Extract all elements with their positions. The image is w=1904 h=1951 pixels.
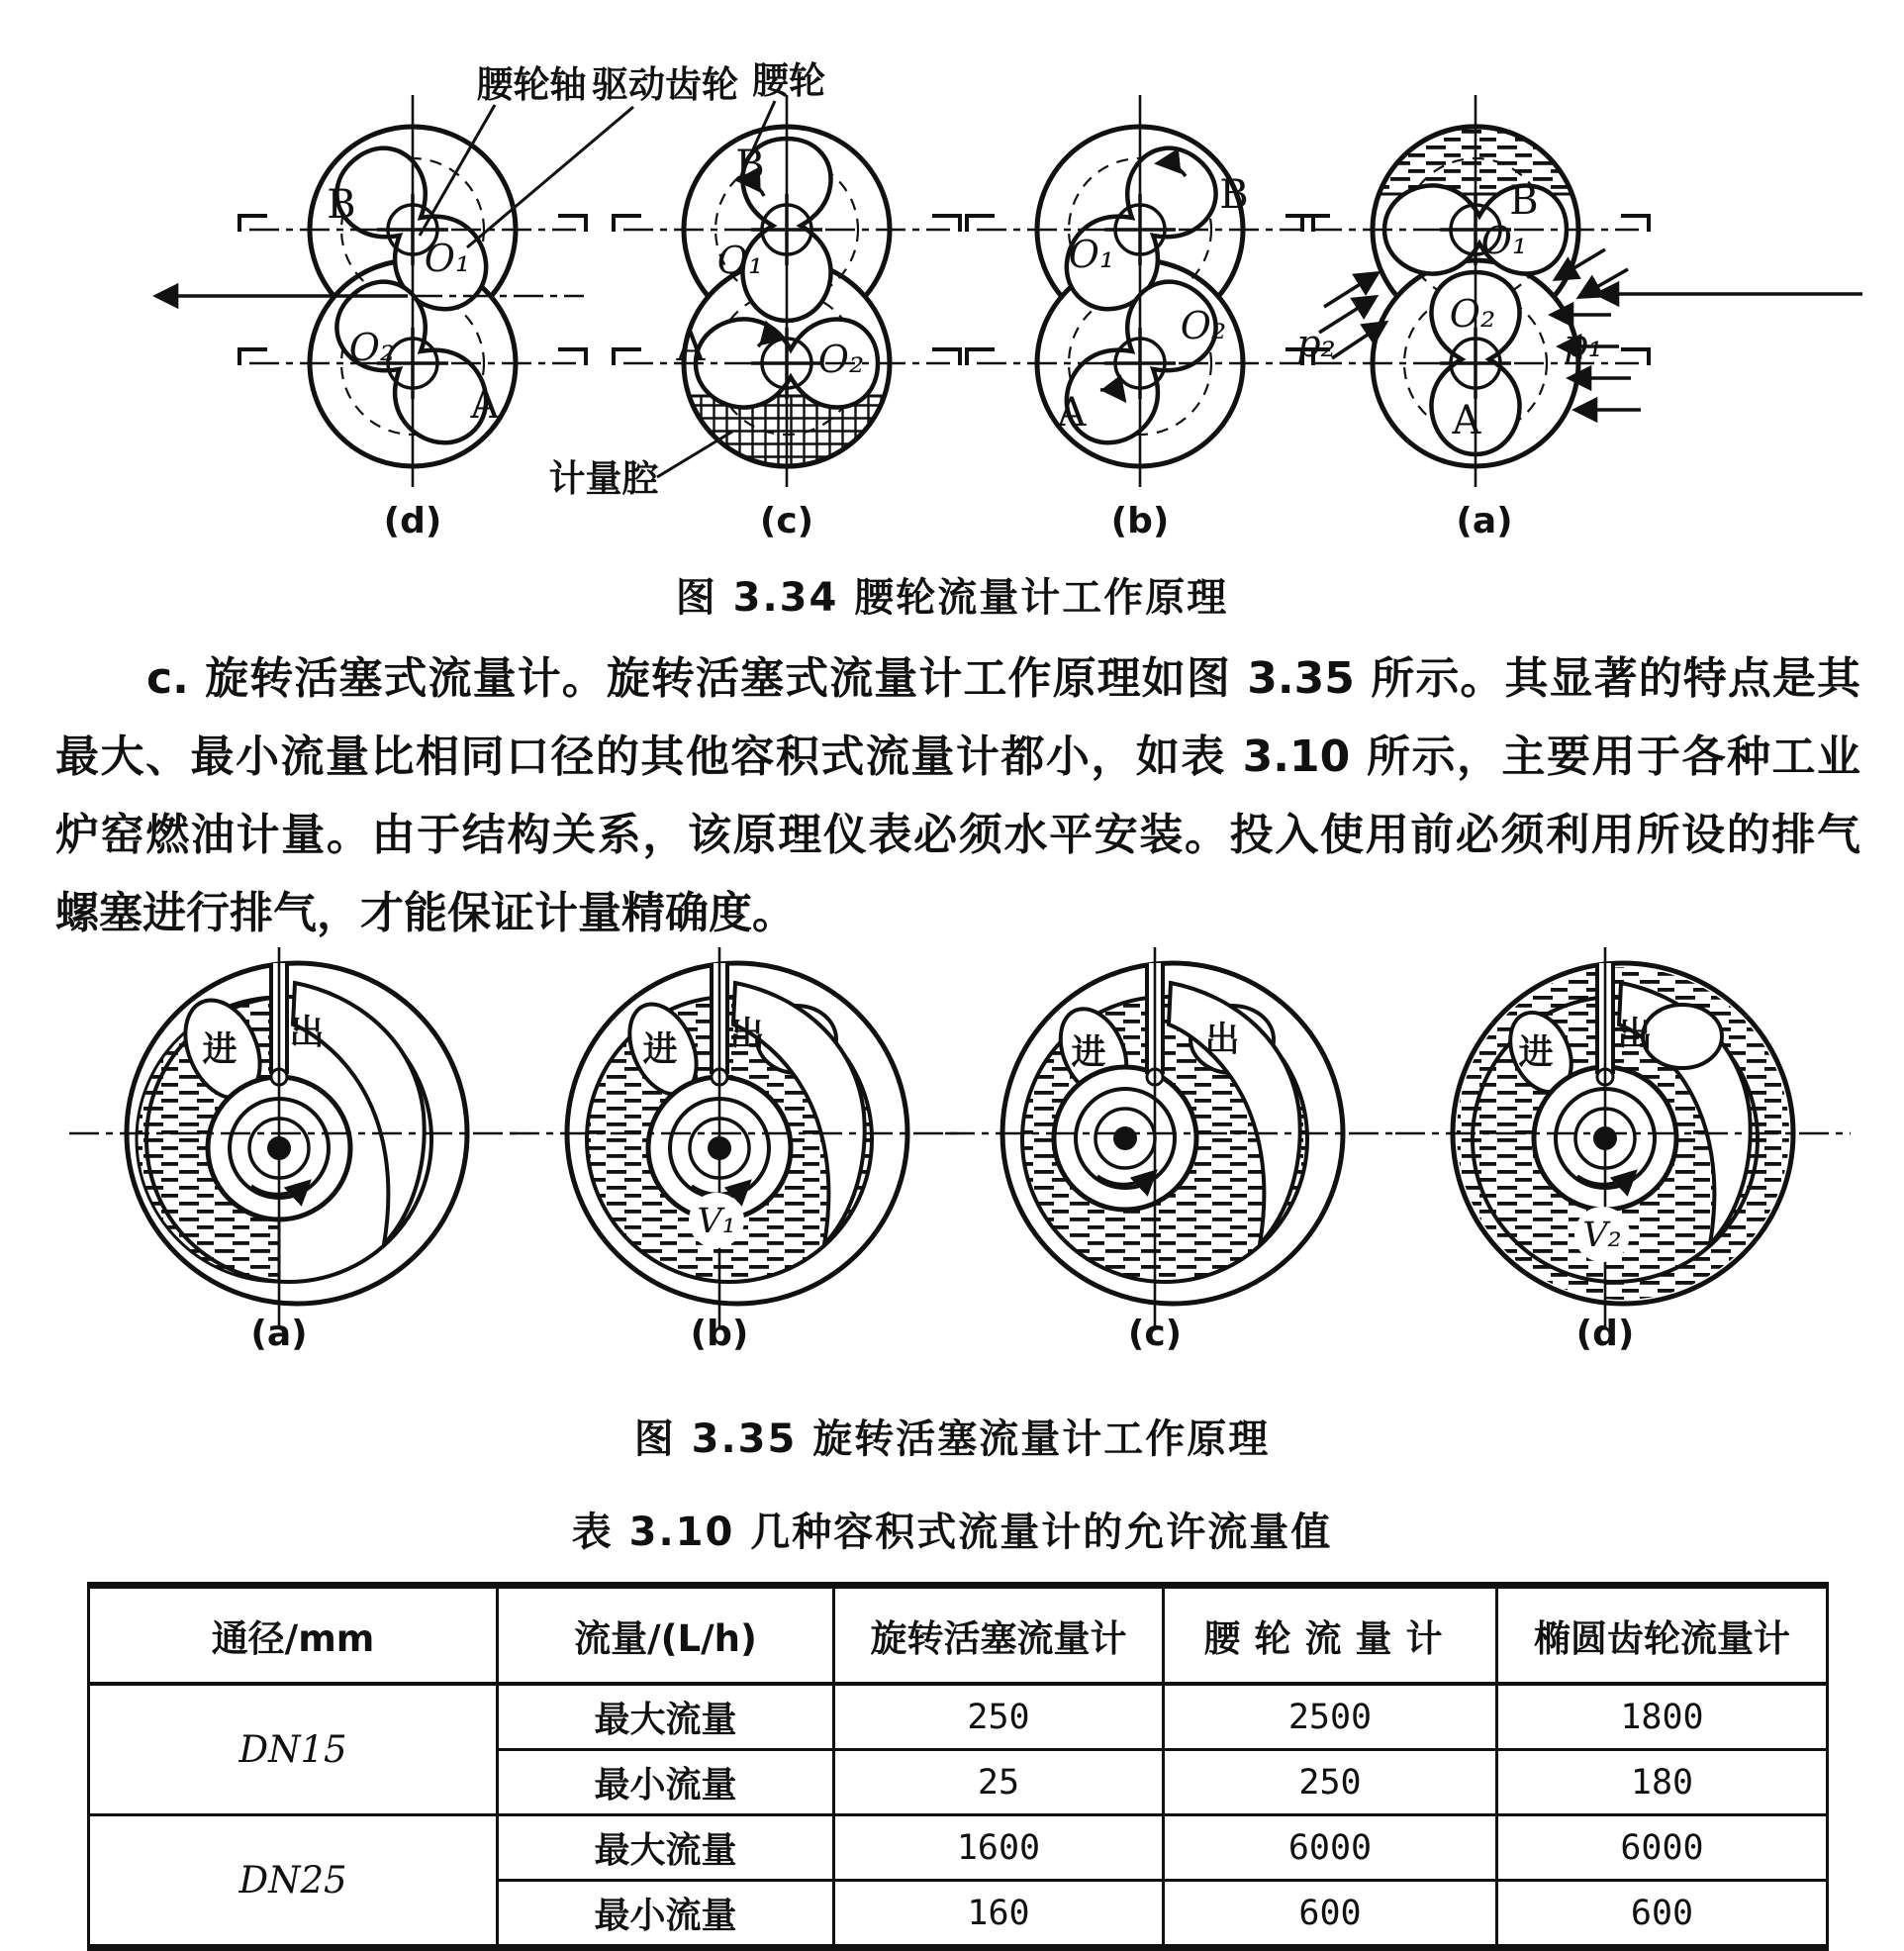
cell-value: 250 (834, 1684, 1164, 1750)
center-O2-label: O₂ (1449, 292, 1496, 336)
chamber-letter-A: A (1452, 398, 1481, 443)
chamber-letter-B: B (735, 143, 765, 188)
center-O2-label: O₂ (817, 338, 865, 381)
figure-3-35-diagram (0, 945, 1904, 1371)
fig335-panel-c (945, 947, 1400, 1354)
col-header-waist-wheel: 腰轮流量计 (1164, 1586, 1497, 1685)
flow-rate-table-wrap (87, 1582, 1826, 1951)
flow-rate-table (87, 1582, 1829, 1951)
inlet-label: 进 (202, 1030, 238, 1070)
callout-drive-gear: 驱动齿轮 (592, 63, 738, 106)
inlet-label: 进 (642, 1030, 678, 1070)
center-O1-label: O₁ (1480, 219, 1528, 262)
cell-flow-type: 最大流量 (498, 1815, 834, 1881)
panel-label-a: (a) (1456, 501, 1513, 541)
chamber-letter-A: A (470, 382, 500, 428)
center-O2-label: O₂ (348, 326, 396, 369)
paragraph-line: 炉窑燃油计量。由于结构关系，该原理仪表必须水平安装。投入使用前必须利用所设的排气 (55, 810, 1860, 860)
col-header-rotary-piston: 旋转活塞流量计 (834, 1586, 1164, 1685)
paragraph-line: 螺塞进行排气，才能保证计量精确度。 (55, 888, 796, 938)
table-header-row (89, 1586, 1828, 1685)
center-O1-label: O₁ (424, 237, 471, 280)
chamber-letter-A: A (1057, 390, 1087, 436)
inlet-label: 进 (1071, 1033, 1106, 1073)
fig335-panel-a (69, 947, 524, 1354)
cell-value: 1800 (1497, 1684, 1828, 1750)
volume-V2-label: V₂ (1582, 1216, 1622, 1255)
pressure-p1-label: p₁ (1564, 322, 1603, 365)
cell-value: 2500 (1164, 1684, 1497, 1750)
figure-3-35-caption: 图 3.35 旋转活塞流量计工作原理 (633, 1416, 1271, 1462)
col-header-diameter: 通径/mm (89, 1586, 498, 1685)
fig334-panel-a (1296, 95, 1862, 541)
cell-value: 600 (1164, 1881, 1497, 1948)
chamber-letter-B: B (1509, 178, 1539, 224)
outlet-label: 出 (1617, 1016, 1653, 1055)
chamber-letter-B: B (1219, 172, 1249, 218)
cell-dn25: DN25 (89, 1815, 498, 1948)
cell-value: 160 (834, 1881, 1164, 1948)
fig335-panel-b (510, 947, 965, 1354)
outlet-label: 出 (729, 1016, 765, 1055)
cell-value: 180 (1497, 1750, 1828, 1815)
col-header-flow: 流量/(L/h) (498, 1586, 834, 1685)
col-header-oval-gear: 椭圆齿轮流量计 (1497, 1586, 1828, 1685)
figure-3-34-diagram (0, 0, 1904, 554)
center-O1-label: O₁ (716, 239, 764, 282)
panel-label-d: (d) (383, 501, 442, 541)
body-paragraph (55, 639, 1860, 952)
pressure-p2-label: p₂ (1296, 322, 1336, 365)
table-3-10-title: 表 3.10 几种容积式流量计的允许流量值 (571, 1510, 1333, 1555)
callout-metering-chamber: 计量腔 (548, 457, 659, 500)
cell-flow-type: 最小流量 (498, 1881, 834, 1948)
table-row (89, 1684, 1828, 1750)
cell-dn15: DN15 (89, 1684, 498, 1815)
cell-flow-type: 最大流量 (498, 1684, 834, 1750)
cell-value: 6000 (1164, 1815, 1497, 1881)
chamber-letter-A: A (676, 325, 706, 370)
fig334-panel-c (614, 95, 960, 541)
fig334-panel-b (967, 95, 1313, 541)
cell-value: 1600 (834, 1815, 1164, 1881)
panel-label-c: (c) (759, 501, 814, 541)
panel-label-d: (d) (1575, 1314, 1635, 1354)
outlet-port (1643, 1005, 1722, 1068)
cell-value: 25 (834, 1750, 1164, 1815)
outlet-label: 出 (1204, 1021, 1240, 1060)
cell-value: 250 (1164, 1750, 1497, 1815)
inlet-label: 进 (1518, 1033, 1554, 1073)
cell-flow-type: 最小流量 (498, 1750, 834, 1815)
paragraph-line: c. 旋转活塞式流量计。旋转活塞式流量计工作原理如图 3.35 所示。其显著的特点是其 (146, 653, 1860, 704)
callout-waist-wheel-shaft: 腰轮轴 (476, 63, 587, 106)
volume-V1-label: V₁ (697, 1202, 736, 1241)
center-O1-label: O₁ (1068, 233, 1115, 276)
panel-label-a: (a) (250, 1314, 308, 1354)
panel-label-c: (c) (1127, 1314, 1183, 1354)
callout-waist-wheel: 腰轮 (752, 59, 825, 102)
paragraph-line: 最大、最小流量比相同口径的其他容积式流量计都小，如表 3.10 所示，主要用于各种工业 (55, 732, 1860, 782)
figure-3-34-caption: 图 3.34 腰轮流量计工作原理 (675, 575, 1229, 621)
fig335-panel-d (1395, 947, 1851, 1354)
table-row (89, 1815, 1828, 1881)
center-O2-label: O₂ (1180, 304, 1227, 347)
cell-value: 6000 (1497, 1815, 1828, 1881)
panel-label-b: (b) (690, 1314, 749, 1354)
chamber-letter-B: B (327, 182, 356, 228)
panel-label-b: (b) (1110, 501, 1170, 541)
outlet-label: 出 (289, 1014, 325, 1053)
cell-value: 600 (1497, 1881, 1828, 1948)
fig334-panel-d (156, 95, 586, 541)
